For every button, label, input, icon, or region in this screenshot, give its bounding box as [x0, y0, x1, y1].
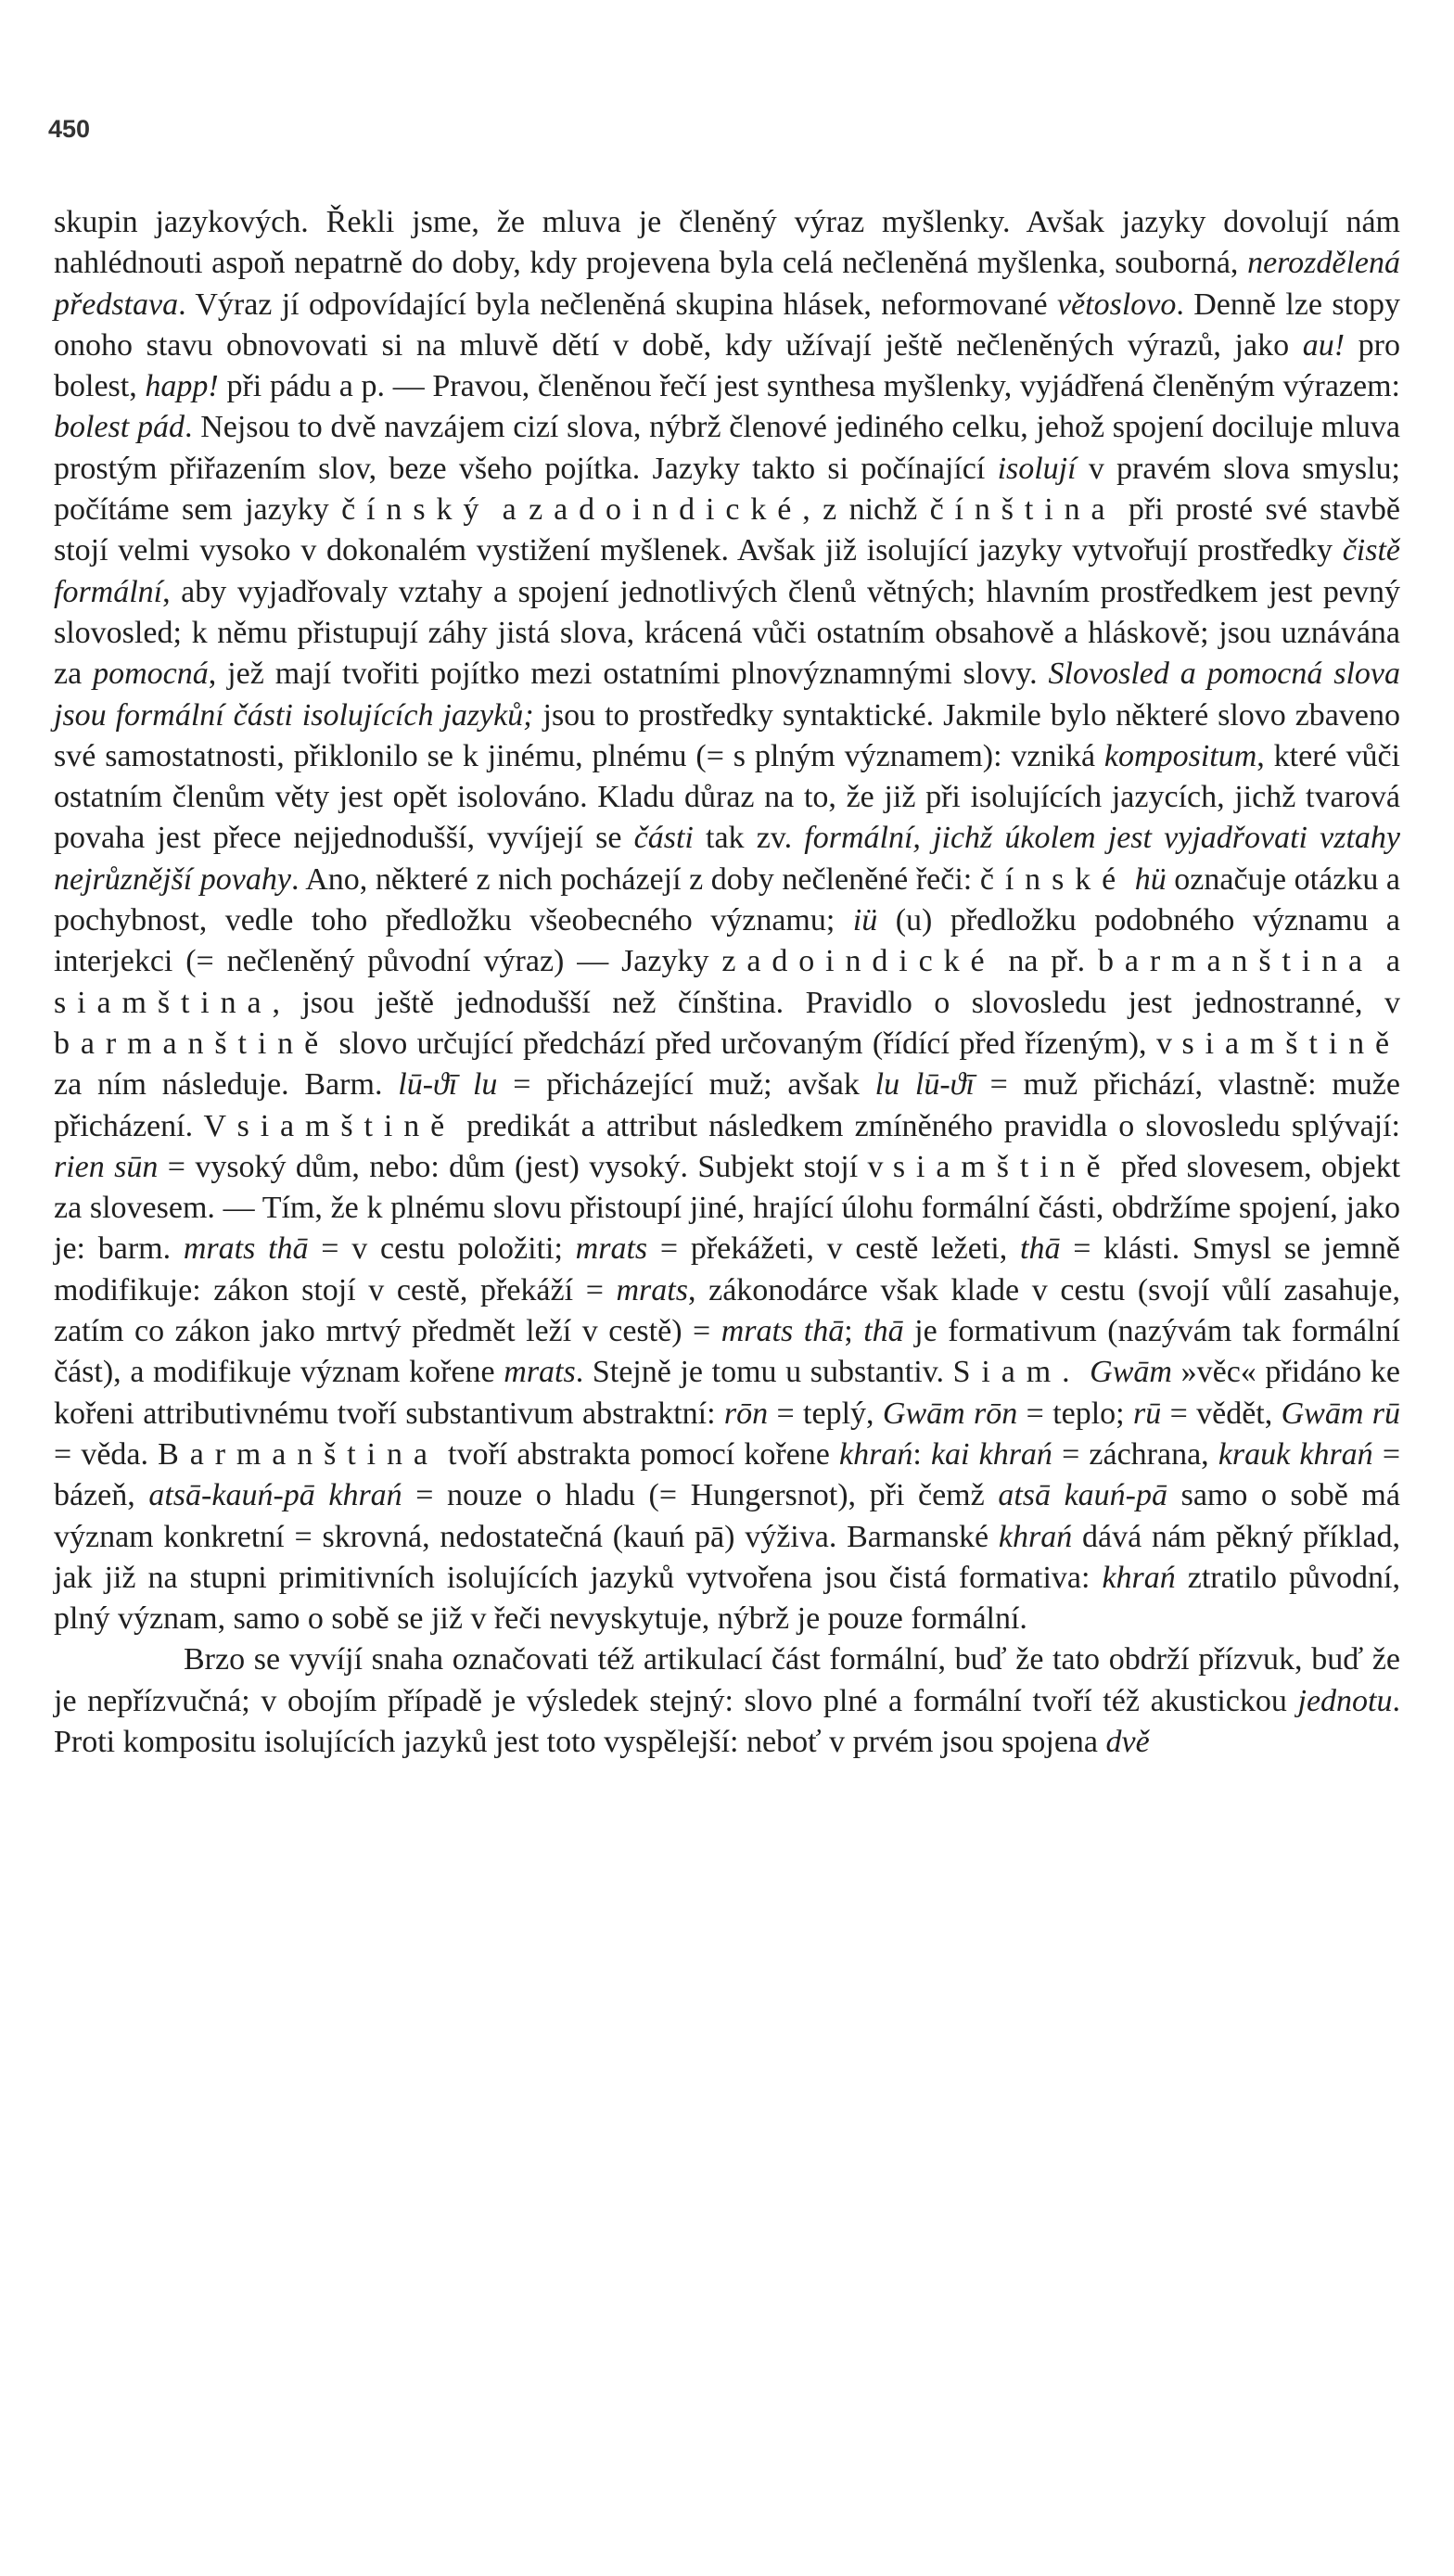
spaced-text: siamština	[54, 985, 273, 1020]
text-run: je formativum (nazývám tak formální část), a modifikuje význam kořene	[54, 1314, 1400, 1390]
emphasized-text: mrats thā	[721, 1314, 845, 1349]
emphasized-text: khrań	[839, 1436, 913, 1472]
text-run: , aby vyjadřovaly vztahy a spojení jednotlivých členů větných; hlavním prostředkem jest pevný slovosled; k němu přistupují záhy jistá slova, krácená vůči ostatním obsahově a hláskově; jsou uznávána za	[54, 574, 1400, 692]
text-run: , které vůči ostatním členům věty jest opět isolováno. Kladu důraz na to, že již při isolujících jazycích, jichž tvarová povaha jest přece nejjednodušší, vyvíjejí se	[54, 738, 1400, 856]
spaced-text: barmanštině	[54, 1026, 330, 1061]
text-run: ;	[844, 1314, 864, 1349]
paragraph	[54, 1639, 1400, 1763]
emphasized-text: jednotu	[1297, 1683, 1393, 1718]
text-run: skupin jazykových. Řekli jsme, že mluva je členěný výraz myšlenky. Avšak jazyky dovolují nám nahlédnouti aspoň nepatrně do doby, kdy projevena byla celá nečleněná myšlenka, souborná,	[54, 205, 1400, 281]
emphasized-text: lu lū-ϑī	[874, 1067, 975, 1103]
text-run: = klásti. Smysl se jemně modifikuje: zákon stojí v cestě, překáží =	[54, 1231, 1400, 1307]
text-run: = věda.	[54, 1436, 159, 1472]
spaced-text: čínské	[979, 861, 1128, 897]
text-run: . Stejně je tomu u substantiv.	[575, 1355, 953, 1390]
text-run: . Proti kompositu isolujících jazyků jest toto vyspělejší: neboť v prvém jsou spojena	[54, 1683, 1400, 1759]
text-run: :	[912, 1436, 931, 1472]
emphasized-text: kai khrań	[930, 1436, 1052, 1472]
text-run: = muž přichází, vlastně: muže přicházení. V	[54, 1067, 1400, 1143]
text-run: predikát a attribut následkem zmíněného pravidla o slovosledu splývají:	[455, 1108, 1400, 1143]
text-run: = záchrana,	[1052, 1436, 1218, 1472]
spaced-text: siamštině	[892, 1149, 1112, 1184]
emphasized-text: lū-ϑī lu	[398, 1067, 498, 1103]
emphasized-text: Gwām rū	[1281, 1396, 1400, 1431]
text-run: dává nám pěkný příklad, jak již na stupni primitivních isolujících jazyků vytvořena jsou čistá formativa:	[54, 1519, 1400, 1595]
text-run: . Ano, některé z nich pocházejí z doby nečleněné řeči:	[290, 861, 980, 897]
emphasized-text: isolují	[997, 451, 1077, 486]
emphasized-text: bolest pád	[54, 410, 185, 445]
text-run: , jsou ještě jednodušší než čínština. Pravidlo o slovosledu jest jednostranné, v	[272, 985, 1400, 1020]
text-run: »věc« přidáno ke kořeni attributivnému tvoří substantivum abstraktní:	[54, 1355, 1400, 1431]
text-run: , z nichž	[802, 492, 930, 528]
spaced-text: siamštině	[236, 1108, 456, 1143]
emphasized-text: rien sūn	[54, 1149, 159, 1184]
emphasized-text: mrats	[616, 1272, 688, 1307]
text-run: . Výraz jí odpovídající byla nečleněná skupina hlásek, neformované	[178, 287, 1057, 322]
spaced-text: zadoindické	[721, 944, 996, 979]
text-run: samo o sobě má význam konkretní = skrovná, nedostatečná (kauń pā) výživa. Barmanské	[54, 1478, 1400, 1554]
text-run: , zákonodárce však klade v cestu (svojí vůlí zasahuje, zatím co zákon jako mrtvý předmět leží v cestě) =	[54, 1272, 1401, 1349]
emphasized-text: iü	[852, 903, 878, 938]
text-run: = překážeti, v cestě ležeti,	[647, 1231, 1020, 1267]
spaced-text: Barmanština	[158, 1436, 439, 1472]
emphasized-text: čistě formální	[54, 533, 1400, 609]
emphasized-text: au!	[1302, 327, 1346, 363]
text-run: , jež mají tvořiti pojítko mezi ostatními plnovýznamnými slovy.	[208, 657, 1049, 692]
page-body	[54, 202, 1400, 1763]
text-run: (u) předložku podobného významu a interjekci (= nečleněný původní výraz) — Jazyky	[54, 903, 1401, 979]
text-run: = vysoký dům, nebo: dům (jest) vysoký. Subjekt stojí v	[158, 1149, 893, 1184]
emphasized-text: Gwām rōn	[882, 1396, 1018, 1431]
emphasized-text: formální, jichž úkolem jest vyjadřovati vztahy nejrůznější povahy	[54, 821, 1401, 897]
text-run: před slovesem, objekt za slovesem. — Tím, že k plnému slovu přistoupí jiné, hrající úlohu formální části, obdržíme spojení, jako je: barm.	[54, 1149, 1401, 1267]
emphasized-text: atsā-kauń-pā khrań	[148, 1478, 402, 1513]
emphasized-text: dvě	[1105, 1724, 1150, 1759]
text-run: v pravém slova smyslu; počítáme sem jazyky	[54, 451, 1401, 528]
text-run: = přicházející muž; avšak	[497, 1067, 875, 1103]
text-run: a	[1373, 944, 1401, 979]
text-run: . Nejsou to dvě navzájem cizí slova, nýbrž členové jediného celku, jehož spojení dociluje mluva prostým přiřazením slov, beze všeho pojítka. Jazyky takto si počínající	[54, 410, 1401, 486]
spaced-text: zadoindické	[529, 492, 803, 528]
emphasized-text: hü	[1134, 861, 1167, 897]
text-run: slovo určující předchází před určovaným (řídící před řízeným), v	[329, 1026, 1182, 1061]
emphasized-text: části	[633, 821, 694, 856]
emphasized-text: thā	[863, 1314, 904, 1349]
text-run: za ním následuje. Barm.	[54, 1067, 399, 1103]
text-run: ztratilo původní, plný význam, samo o sobě se již v řeči nevyskytuje, nýbrž je pouze formální.	[54, 1560, 1400, 1637]
spaced-text: čínština	[929, 492, 1116, 528]
text-run	[1127, 862, 1135, 897]
emphasized-text: Gwām	[1090, 1355, 1172, 1390]
text-run: při pádu a p. — Pravou, členěnou řečí jest synthesa myšlenky, vyjádřená členěným výrazem:	[218, 369, 1400, 404]
emphasized-text: pomocná	[93, 657, 209, 692]
text-run: = v cestu položiti;	[308, 1231, 576, 1267]
text-run: na př.	[995, 944, 1098, 979]
emphasized-text: Slovosled a pomocná slova jsou formální části isolujících jazyků;	[54, 657, 1401, 733]
emphasized-text: mrats	[504, 1355, 576, 1390]
text-run: = nouze o hladu (= Hungersnot), při čemž	[402, 1478, 999, 1513]
text-run: a	[490, 492, 529, 528]
text-run: tak zv.	[693, 821, 805, 856]
emphasized-text: krauk khrań	[1218, 1436, 1373, 1472]
spaced-text: čínský	[341, 492, 491, 528]
text-run: pro bolest,	[54, 327, 1400, 404]
text-run: = teplo;	[1017, 1396, 1133, 1431]
spaced-text: siamštině	[1181, 1026, 1400, 1061]
emphasized-text: rū	[1132, 1396, 1162, 1431]
text-run: Brzo se vyvíjí snaha označovati též artikulací část formální, buď že tato obdrží přízvuk, buď že je nepřízvučná; v obojím případě je výsledek stejný: slovo plné a formální tvoří též akustickou	[54, 1642, 1400, 1718]
text-run: = vědět,	[1161, 1396, 1282, 1431]
text-run: označuje otázku a pochybnost, vedle toho předložku všeobecného významu;	[54, 861, 1400, 938]
spaced-text: Siam.	[952, 1355, 1081, 1390]
text-run: tvoří abstrakta pomocí kořene	[438, 1436, 840, 1472]
emphasized-text: mrats thā	[183, 1231, 309, 1267]
page-number: 450	[48, 115, 91, 143]
emphasized-text: mrats	[575, 1231, 648, 1267]
text-run: = teplý,	[768, 1396, 883, 1431]
emphasized-text: khrań	[998, 1519, 1073, 1554]
text-run: = bázeň,	[54, 1436, 1401, 1513]
emphasized-text: kompositum	[1103, 738, 1257, 773]
text-run	[1081, 1355, 1090, 1389]
emphasized-text: rōn	[723, 1396, 769, 1431]
emphasized-text: atsā kauń-pā	[998, 1478, 1167, 1513]
text-run: jsou to prostředky syntaktické. Jakmile bylo některé slovo zbaveno své samostatnosti, přiklonilo se k jinému, plnému (= s plným významem): vzniká	[54, 697, 1400, 773]
emphasized-text: větoslovo	[1057, 287, 1177, 322]
emphasized-text: nerozdělená představa	[54, 246, 1400, 322]
spaced-text: barmanština	[1097, 944, 1374, 979]
emphasized-text: happ!	[145, 369, 219, 404]
text-run: . Denně lze stopy onoho stavu obnovovati si na mluvě dětí v době, kdy užívají ještě nečleněných výrazů, jako	[54, 287, 1401, 363]
emphasized-text: thā	[1020, 1231, 1061, 1267]
text-run: při prosté své stavbě stojí velmi vysoko v dokonalém vystižení myšlenek. Avšak již isolující jazyky vytvořují prostředky	[54, 492, 1401, 568]
emphasized-text: khrań	[1102, 1560, 1176, 1595]
paragraph	[54, 202, 1400, 1639]
